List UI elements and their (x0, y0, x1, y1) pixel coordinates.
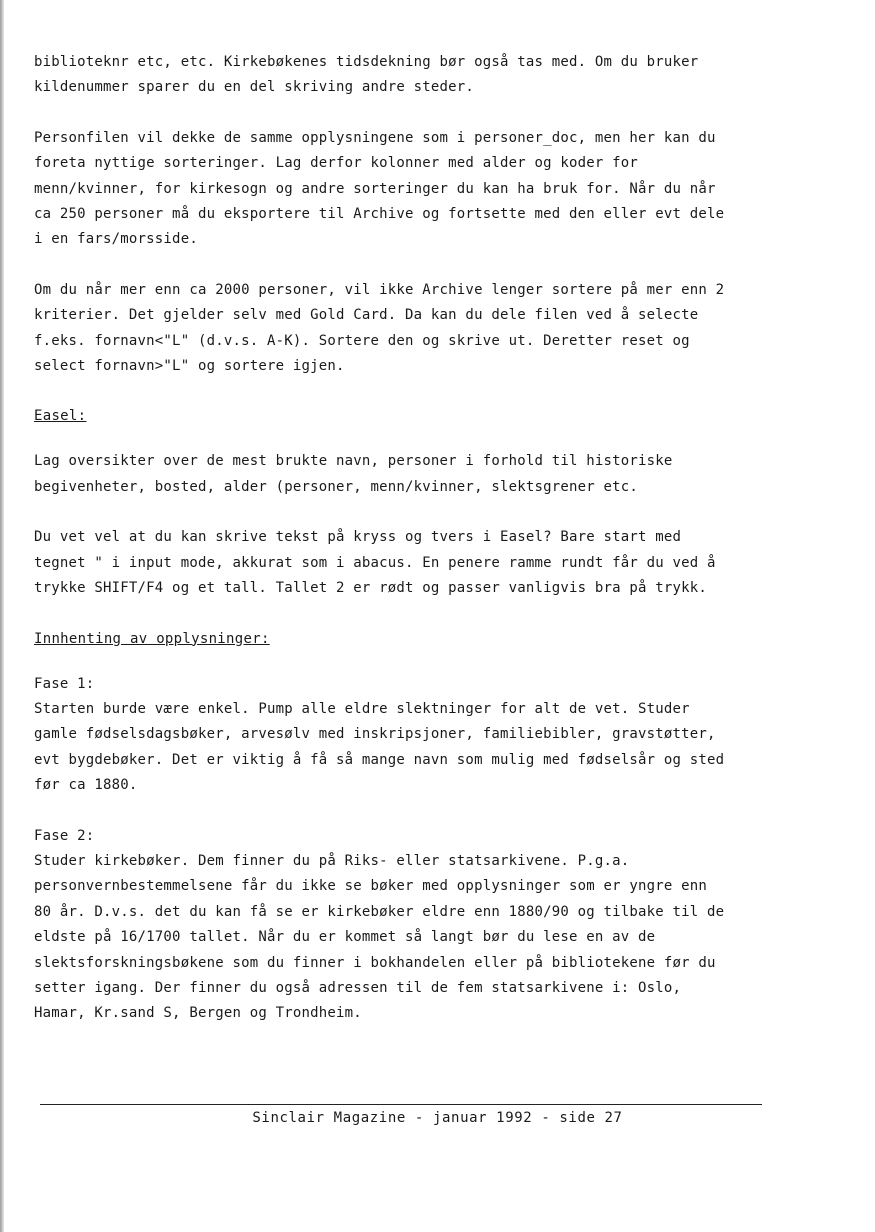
paragraph-easel-tekst (34, 525, 764, 601)
text-line: Hamar, Kr.sand S, Bergen og Trondheim. (34, 1005, 362, 1022)
text-line: kildenummer sparer du en del skriving andre steder. (34, 79, 475, 96)
page-edge-shadow (0, 0, 4, 1232)
paragraph-archive-sort (34, 278, 764, 380)
text-line: gamle fødselsdagsbøker, arvesølv med inskripsjoner, familiebibler, gravstøtter, (34, 726, 716, 743)
footer-divider (40, 1104, 762, 1105)
document-body (34, 50, 764, 1052)
page-footer: Sinclair Magazine - januar 1992 - side 27 (252, 1110, 623, 1126)
text-line: Starten burde være enkel. Pump alle eldre slektninger for alt de vet. Studer (34, 700, 690, 717)
text-line: ca 250 personer må du eksportere til Archive og fortsette med den eller evt dele (34, 206, 725, 223)
text-line: evt bygdebøker. Det er viktig å få så mange navn som mulig med fødselsår og sted (34, 751, 725, 768)
text-line: Lag oversikter over de mest brukte navn, personer i forhold til historiske (34, 453, 673, 470)
text-line: foreta nyttige sorteringer. Lag derfor kolonner med alder og koder for (34, 155, 639, 172)
text-line: Om du når mer enn ca 2000 personer, vil ikke Archive lenger sortere på mer enn 2 (34, 281, 725, 298)
text-line: 80 år. D.v.s. det du kan få se er kirkebøker eldre enn 1880/90 og tilbake til de (34, 903, 725, 920)
paragraph-easel-oversikter (34, 449, 764, 500)
text-line: eldste på 16/1700 tallet. Når du er kommet så langt bør du lese en av de (34, 929, 656, 946)
text-line: Du vet vel at du kan skrive tekst på kryss og tvers i Easel? Bare start med (34, 529, 682, 546)
text-line: f.eks. fornavn<"L" (d.v.s. A-K). Sortere den og skrive ut. Deretter reset og (34, 332, 690, 349)
paragraph-fase-1 (34, 672, 764, 799)
paragraph-bibliotek (34, 50, 764, 101)
phase-label: Fase 1: (34, 675, 95, 692)
text-line: slektsforskningsbøkene som du finner i bokhandelen eller på bibliotekene før du (34, 954, 716, 971)
text-line: personvernbestemmelsene får du ikke se bøker med opplysninger som er yngre enn (34, 878, 708, 895)
text-line: kriterier. Det gjelder selv med Gold Card. Da kan du dele filen ved å selecte (34, 307, 699, 324)
text-line: setter igang. Der finner du også adressen til de fem statsarkivene i: Oslo, (34, 979, 682, 996)
text-line: biblioteknr etc, etc. Kirkebøkenes tidsdekning bør også tas med. Om du bruker (34, 54, 699, 70)
text-line: Personfilen vil dekke de samme opplysningene som i personer_doc, men her kan du (34, 129, 716, 146)
text-line: select fornavn>"L" og sortere igjen. (34, 358, 345, 375)
paragraph-personfilen (34, 126, 764, 253)
paragraph-fase-2 (34, 824, 764, 1027)
text-line: før ca 1880. (34, 777, 138, 794)
text-line: i en fars/morsside. (34, 231, 198, 248)
phase-label: Fase 2: (34, 827, 95, 844)
text-line: tegnet " i input mode, akkurat som i abacus. En penere ramme rundt får du ved å (34, 554, 716, 571)
section-heading-easel: Easel: (34, 408, 87, 425)
text-line: begivenheter, bosted, alder (personer, menn/kvinner, slektsgrener etc. (34, 478, 639, 495)
text-line: Studer kirkebøker. Dem finner du på Riks- eller statsarkivene. P.g.a. (34, 852, 630, 869)
text-line: menn/kvinner, for kirkesogn og andre sorteringer du kan ha bruk for. Når du når (34, 180, 716, 197)
section-heading-innhenting: Innhenting av opplysninger: (34, 630, 270, 647)
text-line: trykke SHIFT/F4 og et tall. Tallet 2 er rødt og passer vanligvis bra på trykk. (34, 580, 708, 597)
